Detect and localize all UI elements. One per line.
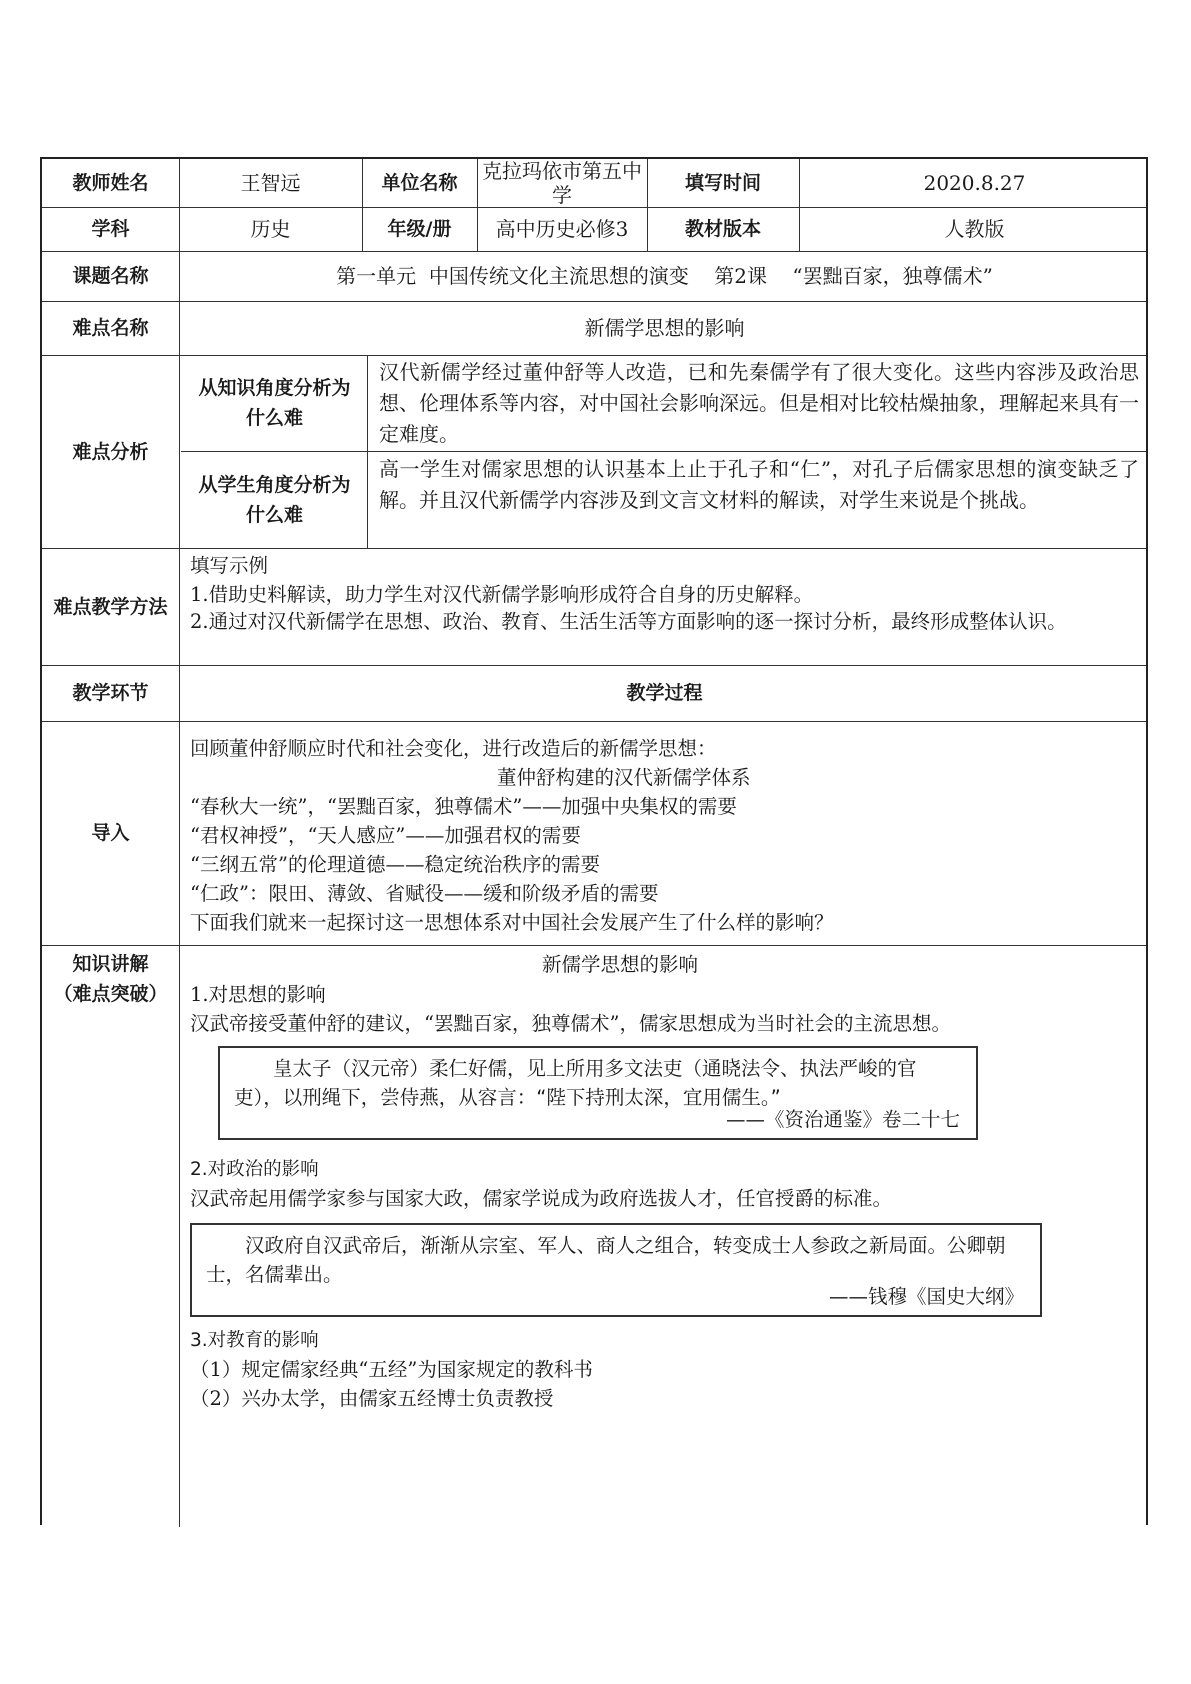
lesson-design-table — [40, 157, 1148, 1525]
knowledge-label: 知识讲解 — [72, 953, 149, 975]
quote-source: ——钱穆《国史大纲》 — [828, 1285, 1024, 1308]
method-line-example: 填写示例 — [190, 554, 269, 577]
edition-value: 人教版 — [944, 217, 1005, 241]
teacher-value: 王智远 — [240, 171, 301, 195]
method-line-2: 2.通过对汉代新儒学在思想、政治、教育、生活生活等方面影响的逐一探讨分析，最终形成整体认识。 — [190, 610, 1067, 633]
analysis-label: 难点分析 — [72, 440, 149, 463]
student-angle-label: 从学生角度分析为什么难 — [198, 473, 351, 526]
intro-item: “春秋大一统”，“罢黜百家，独尊儒术”——加强中央集权的需要 — [190, 795, 737, 818]
quote-text: 汉政府自汉武帝后，渐渐从宗室、军人、商人之组合，转变成士人参政之新局面。公卿朝士，名儒辈出。 — [206, 1234, 1006, 1286]
section-2-title: 2.对政治的影响 — [190, 1159, 319, 1180]
quote-box-guoshi-dagang — [190, 1223, 1042, 1317]
topic-label: 课题名称 — [72, 265, 149, 287]
subject-label: 学科 — [91, 218, 130, 240]
row-divider — [42, 721, 1146, 722]
unit-value: 克拉玛依市第五中学 — [482, 159, 642, 207]
grade-label: 年级/册 — [387, 218, 452, 240]
method-line-1: 1.借助史料解读，助力学生对汉代新儒学影响形成符合自身的历史解释。 — [190, 583, 814, 606]
quote-source: ——《资治通鉴》卷二十七 — [725, 1108, 960, 1131]
unit-label: 单位名称 — [381, 172, 458, 194]
process-step-label: 教学环节 — [72, 682, 149, 704]
subject-value: 历史 — [250, 217, 291, 241]
section-1-title: 1.对思想的影响 — [190, 983, 326, 1006]
difficulty-label: 难点名称 — [72, 317, 149, 339]
row-divider — [42, 945, 1146, 946]
time-label: 填写时间 — [684, 172, 761, 194]
process-header: 教学过程 — [626, 682, 703, 704]
section-3-item: （2）兴办太学，由儒家五经博士负责教授 — [190, 1387, 554, 1410]
method-label: 难点教学方法 — [53, 595, 168, 618]
intro-item: “君权神授”，“天人感应”——加强君权的需要 — [190, 824, 581, 847]
intro-label: 导入 — [91, 822, 130, 844]
intro-line: 回顾董仲舒顺应时代和社会变化，进行改造后的新儒学思想： — [190, 737, 717, 760]
student-angle-text: 高一学生对儒家思想的认识基本上止于孔子和“仁”，对孔子后儒家思想的演变缺乏了解。并且汉代新儒学内容涉及到文言文材料的解读，对学生来说是个挑战。 — [379, 457, 1139, 512]
difficulty-value: 新儒学思想的影响 — [584, 316, 745, 340]
section-3-item: （1）规定儒家经典“五经”为国家规定的教科书 — [190, 1358, 593, 1381]
section-3-title: 3.对教育的影响 — [190, 1330, 319, 1351]
knowledge-angle-label: 从知识角度分析为什么难 — [198, 377, 351, 429]
section-2-text: 汉武帝起用儒学家参与国家大政，儒家学说成为政府选拔人才，任官授爵的标准。 — [190, 1187, 893, 1210]
intro-system-title: 董仲舒构建的汉代新儒学体系 — [497, 766, 751, 789]
row-divider — [42, 548, 1146, 549]
quote-text: 皇太子（汉元帝）柔仁好儒，见上所用多文法吏（通晓法令、执法严峻的官吏），以刑绳下，尝侍燕，从容言：“陛下持刑太深，宜用儒生。” — [234, 1057, 917, 1109]
teacher-label: 教师姓名 — [72, 172, 149, 194]
grade-value: 高中历史必修3 — [495, 217, 629, 241]
knowledge-sublabel: （难点突破） — [53, 983, 168, 1005]
intro-item: “三纲五常”的伦理道德——稳定统治秩序的需要 — [190, 853, 600, 876]
column-divider — [179, 159, 180, 1527]
column-divider — [367, 355, 368, 548]
knowledge-title: 新儒学思想的影响 — [542, 953, 699, 976]
edition-label: 教材版本 — [684, 218, 761, 240]
topic-value: 第一单元 中国传统文化主流思想的演变 第2课 “罢黜百家，独尊儒术” — [336, 264, 993, 288]
knowledge-angle-text: 汉代新儒学经过董仲舒等人改造，已和先秦儒学有了很大变化。这些内容涉及政治思想、伦理体系等内容，对中国社会影响深远。但是相对比较枯燥抽象，理解起来具有一定难度。 — [379, 360, 1139, 446]
section-1-text: 汉武帝接受董仲舒的建议，“罢黜百家，独尊儒术”，儒家思想成为当时社会的主流思想。 — [190, 1012, 951, 1035]
quote-box-zizhi-tongjian — [218, 1046, 978, 1140]
intro-closing: 下面我们就来一起探讨这一思想体系对中国社会发展产生了什么样的影响？ — [190, 911, 834, 934]
intro-item: “仁政”：限田、薄敛、省赋役——缓和阶级矛盾的需要 — [190, 882, 659, 905]
time-value: 2020.8.27 — [923, 171, 1026, 195]
